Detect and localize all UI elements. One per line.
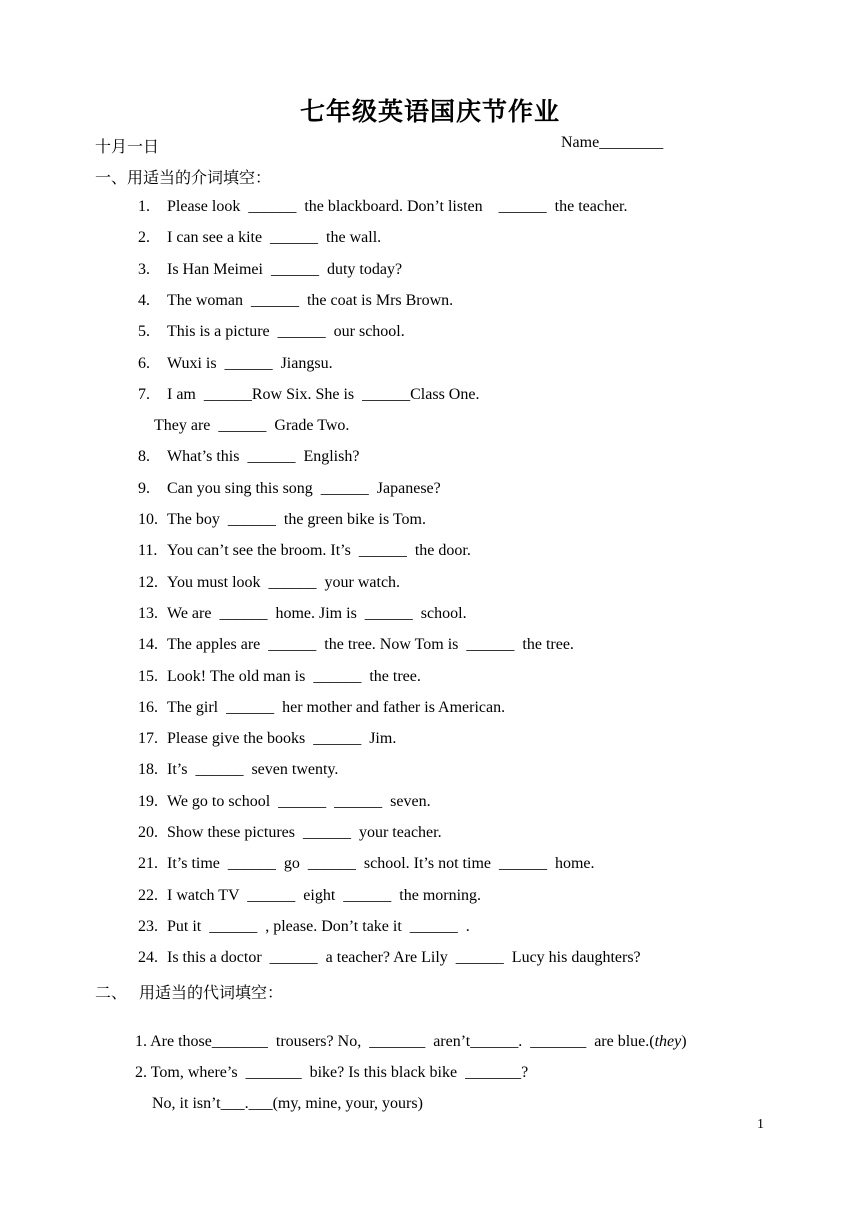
date-label: 十月一日: [95, 139, 160, 156]
question-item: [138, 541, 471, 561]
question-item: [138, 886, 481, 906]
question-number: 2.: [138, 229, 150, 246]
question-item: [138, 635, 574, 655]
name-field: Name________: [561, 134, 664, 151]
question-text: What’s this ______ English?: [167, 448, 360, 465]
question-number: 10.: [138, 511, 158, 528]
question-text: It’s time ______ go ______ school. It’s not time ______ home.: [167, 855, 595, 872]
question-number: 11.: [138, 542, 158, 559]
question-text: The girl ______ her mother and father is American.: [167, 699, 506, 716]
question-item: [138, 479, 441, 499]
question-text: We are ______ home. Jim is ______ school.: [167, 605, 467, 622]
item-text: 1. Are those_______ trousers? No, _______ aren’t______. _______ are blue.(: [135, 1033, 655, 1050]
question-item: [138, 948, 641, 968]
question-number: 4.: [138, 292, 150, 309]
question-text: Please look ______ the blackboard. Don’t listen ______ the teacher.: [167, 198, 628, 215]
question-item: [138, 854, 595, 874]
question-item: [138, 698, 505, 718]
question-number: 8.: [138, 448, 150, 465]
item-text-end: ): [681, 1033, 687, 1050]
question-text: You must look ______ your watch.: [167, 574, 401, 591]
question-number: 24.: [138, 949, 158, 966]
question-item: [138, 260, 402, 280]
question-item: [138, 510, 426, 530]
question-item: [138, 917, 470, 937]
question-item: [138, 573, 400, 593]
question-number: 22.: [138, 887, 158, 904]
question-number: 21.: [138, 855, 158, 872]
question-number: 20.: [138, 824, 158, 841]
question-number: 15.: [138, 668, 158, 685]
question-text: This is a picture ______ our school.: [167, 323, 405, 340]
question-text: The boy ______ the green bike is Tom.: [167, 511, 426, 528]
question-text: Is Han Meimei ______ duty today?: [167, 261, 403, 278]
question-item: [138, 760, 338, 780]
question-number: 18.: [138, 761, 158, 778]
section-2-heading: 二、 用适当的代词填空：: [95, 985, 284, 1002]
question-item: [138, 291, 453, 311]
question-text: We go to school ______ ______ seven.: [167, 793, 431, 810]
question-number: 6.: [138, 355, 150, 372]
question-number: 5.: [138, 323, 150, 340]
question-text: Is this a doctor ______ a teacher? Are Lily ______ Lucy his daughters?: [167, 949, 641, 966]
question-number: 12.: [138, 574, 158, 591]
question-number: 1.: [138, 198, 150, 215]
item-text: 2. Tom, where’s _______ bike? Is this black bike _______?: [135, 1064, 529, 1081]
item-text: No, it isn’t___.___(my, mine, your, yours): [152, 1095, 423, 1112]
question-item: [138, 228, 381, 248]
question-text: The woman ______ the coat is Mrs Brown.: [167, 292, 454, 309]
question-number: 23.: [138, 918, 158, 935]
question-text: Wuxi is ______ Jiangsu.: [167, 355, 333, 372]
question-text: I can see a kite ______ the wall.: [167, 229, 382, 246]
question-text: I am ______Row Six. She is ______Class One.: [167, 386, 480, 403]
question-number: 3.: [138, 261, 150, 278]
question-text: Look! The old man is ______ the tree.: [167, 668, 421, 685]
question-number: 13.: [138, 605, 158, 622]
question-item: [138, 322, 405, 342]
section-1-heading: 一、用适当的介词填空：: [95, 170, 272, 187]
question-text: The apples are ______ the tree. Now Tom is ______ the tree.: [167, 636, 574, 653]
question-item: [138, 792, 431, 812]
question-text: Please give the books ______ Jim.: [167, 730, 397, 747]
question-item: [138, 729, 396, 749]
question-item: [154, 416, 349, 436]
question-item: [138, 385, 479, 405]
item-hint: they: [654, 1033, 682, 1050]
question-item: [138, 354, 333, 374]
section-2-item: [136, 1074, 423, 1134]
question-text: I watch TV ______ eight ______ the morning.: [167, 887, 482, 904]
question-text: Put it ______ , please. Don’t take it ______ .: [167, 918, 470, 935]
question-number: 16.: [138, 699, 158, 716]
question-item: [138, 604, 467, 624]
question-text: It’s ______ seven twenty.: [167, 761, 339, 778]
page-title: 七年级英语国庆节作业: [299, 97, 560, 126]
question-text: They are ______ Grade Two.: [154, 417, 350, 434]
question-item: [138, 823, 442, 843]
question-item: [138, 667, 421, 687]
question-number: 9.: [138, 480, 150, 497]
question-number: 17.: [138, 730, 158, 747]
question-number: 14.: [138, 636, 158, 653]
question-number: 7.: [138, 386, 150, 403]
question-number: 19.: [138, 793, 158, 810]
question-text: Show these pictures ______ your teacher.: [167, 824, 442, 841]
question-item: [138, 197, 628, 217]
question-text: Can you sing this song ______ Japanese?: [167, 480, 441, 497]
question-item: [138, 447, 359, 467]
page-number: 1: [757, 1117, 764, 1132]
question-text: You can’t see the broom. It’s ______ the door.: [167, 542, 471, 559]
